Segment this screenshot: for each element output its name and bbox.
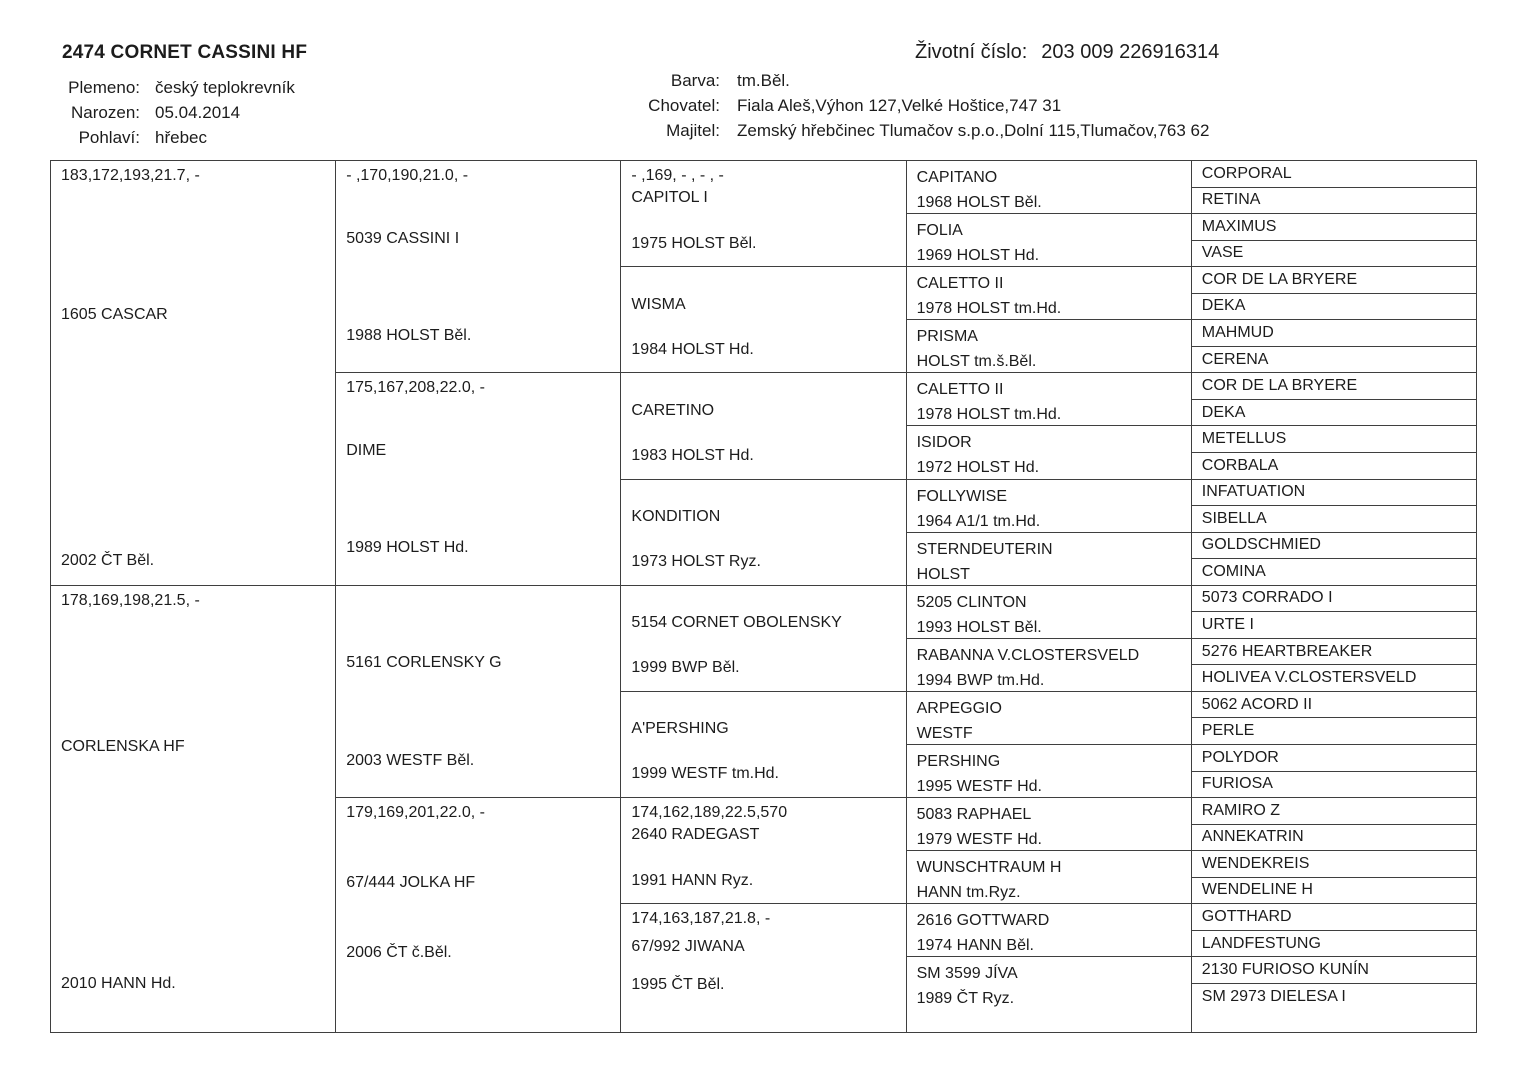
horse-name: 67/444 JOLKA HF [346,873,476,891]
field-value: Fiala Aleš,Výhon 127,Velké Hoštice,747 31 [737,96,1062,115]
pedigree-cell [1192,692,1477,719]
life-number [915,41,1219,64]
horse-registration: 2002 ČT Běl. [61,551,155,569]
pedigree-cell [1192,931,1477,958]
horse-name: RAMIRO Z [1201,801,1281,819]
horse-name: 2616 GOTTWARD [916,912,1050,930]
header-left-fields [55,75,295,150]
pedigree-cell [907,480,1192,533]
horse-name: CALETTO II [916,381,1004,399]
pedigree-cell [907,586,1192,639]
pedigree-cell [1192,718,1477,745]
horse-name: CAPITANO [916,169,998,186]
pedigree-cell [907,320,1192,373]
horse-name: COR DE LA BRYERE [1201,377,1358,395]
life-number-value: 203 009 226916314 [1041,41,1220,63]
pedigree-cell [1192,772,1477,799]
horse-measurements: 183,172,193,21.7, - [61,167,200,184]
pedigree-cell [1192,798,1477,825]
horse-registration: 1988 HOLST Běl. [346,326,472,344]
field-label: Barva: [670,71,720,90]
life-number-label: Životní číslo: [915,41,1028,63]
pedigree-cell [1192,957,1477,984]
pedigree-cell [907,639,1192,692]
horse-measurements: 174,162,189,22.5,570 [631,804,788,822]
horse-name: VASE [1201,244,1244,262]
pedigree-cell [336,161,621,373]
horse-registration: 1978 HOLST tm.Hd. [916,300,1062,318]
horse-name: A'PERSHING [631,720,729,738]
horse-registration: 1989 ČT Ryz. [916,990,1015,1008]
horse-name: ANNEKATRIN [1201,828,1304,846]
horse-measurements: - ,169, - , - , - [631,167,724,184]
horse-registration: HOLST tm.š.Běl. [916,353,1037,371]
pedigree-cell [907,904,1192,957]
pedigree-cell [336,373,621,585]
horse-name: METELLUS [1201,430,1287,448]
pedigree-cell [621,904,906,1033]
pedigree-cell [621,692,906,798]
horse-name: 5205 CLINTON [916,593,1027,611]
horse-registration: 2010 HANN Hd. [61,974,176,992]
pedigree-cell [907,745,1192,798]
horse-name: HOLIVEA V.CLOSTERSVELD [1201,669,1417,687]
pedigree-cell [1192,612,1477,639]
horse-name: COMINA [1201,562,1266,580]
horse-name: 2130 FURIOSO KUNÍN [1201,961,1369,979]
pedigree-cell [1192,453,1477,480]
pedigree-cell [336,798,621,1033]
pedigree-cell [1192,639,1477,666]
horse-measurements: - ,170,190,21.0, - [346,167,469,184]
horse-name: WENDELINE H [1201,881,1313,899]
pedigree-cell [1192,533,1477,560]
horse-registration: 1969 HOLST Hd. [916,247,1040,265]
pedigree-cell [1192,241,1477,268]
horse-registration: 1972 HOLST Hd. [916,459,1040,477]
horse-name: FURIOSA [1201,775,1273,793]
pedigree-cell [907,267,1192,320]
horse-registration: 1968 HOLST Běl. [916,194,1042,211]
field-value: tm.Běl. [737,71,790,90]
horse-name: MAHMUD [1201,324,1274,342]
horse-registration: 1989 HOLST Hd. [346,539,469,557]
pedigree-cell [1192,426,1477,453]
pedigree-cell [1192,373,1477,400]
horse-name: GOLDSCHMIED [1201,536,1321,554]
pedigree-cell [1192,214,1477,241]
pedigree-cell [1192,559,1477,586]
pedigree-cell [1192,400,1477,427]
pedigree-cell [1192,267,1477,294]
horse-name: WENDEKREIS [1201,854,1310,872]
horse-registration: 2006 ČT č.Běl. [346,944,452,962]
horse-name: ISIDOR [916,434,972,452]
horse-registration: 1995 ČT Běl. [631,975,725,993]
pedigree-cell [1192,161,1477,188]
pedigree-cell [1192,904,1477,931]
horse-name: 2640 RADEGAST [631,826,760,844]
horse-registration: 1964 A1/1 tm.Hd. [916,512,1041,530]
horse-name: CORLENSKA HF [61,738,185,756]
horse-name: GOTTHARD [1201,908,1292,926]
pedigree-cell [621,373,906,479]
horse-registration: 1978 HOLST tm.Hd. [916,406,1062,424]
horse-name: KONDITION [631,507,721,525]
horse-name: DEKA [1201,403,1246,421]
pedigree-cell [1192,294,1477,321]
pedigree-cell [907,214,1192,267]
document-title: 2474 CORNET CASSINI HF [62,42,308,63]
horse-registration: 2003 WESTF Běl. [346,751,475,769]
horse-name: CERENA [1201,350,1269,368]
horse-measurements: 174,163,187,21.8, - [631,910,771,928]
pedigree-cell [1192,825,1477,852]
pedigree-cell [907,798,1192,851]
horse-name: CORBALA [1201,456,1279,474]
pedigree-cell [907,692,1192,745]
horse-name: COR DE LA BRYERE [1201,270,1358,288]
field-label: Pohlaví: [78,128,140,147]
horse-name: WUNSCHTRAUM H [916,859,1062,877]
pedigree-cell [907,161,1192,214]
pedigree-cell [1192,878,1477,905]
horse-name: ARPEGGIO [916,699,1002,717]
horse-measurements: 175,167,208,22.0, - [346,379,485,397]
horse-name: CORPORAL [1201,164,1292,182]
field-pohlavi [55,125,295,150]
horse-name: 5154 CORNET OBOLENSKY [631,614,842,632]
horse-registration: HOLST [916,565,970,583]
pedigree-cell [1192,188,1477,215]
horse-registration: 1999 WESTF tm.Hd. [631,765,779,783]
horse-name: PERSHING [916,752,1001,770]
pedigree-cell-dam [51,586,336,1033]
horse-registration: 1999 BWP Běl. [631,659,740,677]
horse-name: STERNDEUTERIN [916,540,1053,558]
horse-name: 1605 CASCAR [61,306,168,324]
field-label: Chovatel: [648,96,720,115]
horse-registration: HANN tm.Ryz. [916,884,1021,902]
horse-name: POLYDOR [1201,748,1279,766]
horse-name: 5276 HEARTBREAKER [1201,642,1373,660]
pedigree-cell [1192,480,1477,507]
horse-registration: 1983 HOLST Hd. [631,446,754,464]
pedigree-cell [1192,320,1477,347]
header-right-fields [520,68,1209,143]
pedigree-cell [621,267,906,373]
horse-name: RABANNA V.CLOSTERSVELD [916,646,1140,664]
field-label: Majitel: [666,121,720,140]
horse-registration: 1995 WESTF Hd. [916,777,1042,795]
pedigree-cell [621,480,906,586]
field-barva [520,68,1209,93]
horse-name: FOLLYWISE [916,487,1007,505]
horse-name: RETINA [1201,191,1261,209]
pedigree-cell-sire [51,161,336,586]
horse-registration: WESTF [916,724,973,742]
pedigree-cell [1192,586,1477,613]
horse-name: 5062 ACORD II [1201,695,1313,713]
pedigree-cell [1192,506,1477,533]
horse-registration: 1993 HOLST Běl. [916,618,1042,636]
field-majitel [520,118,1209,143]
field-value: Zemský hřebčinec Tlumačov s.p.o.,Dolní 115,Tlumačov,763 62 [737,121,1210,140]
horse-registration: 1991 HANN Ryz. [631,871,754,889]
pedigree-cell [1192,665,1477,692]
pedigree-cell [1192,851,1477,878]
horse-registration: 1974 HANN Běl. [916,937,1034,955]
horse-registration: 1975 HOLST Běl. [631,234,757,252]
horse-registration: 1979 WESTF Hd. [916,831,1042,849]
horse-name: 5161 CORLENSKY G [346,654,502,672]
horse-name: URTE I [1201,616,1254,634]
field-narozen [55,100,295,125]
field-value: český teplokrevník [155,78,295,97]
horse-name: FOLIA [916,222,963,240]
field-value: hřebec [155,128,207,147]
horse-name: 67/992 JIWANA [631,938,745,956]
pedigree-cell [1192,745,1477,772]
horse-name: LANDFESTUNG [1201,934,1321,952]
field-chovatel [520,93,1209,118]
pedigree-cell [621,798,906,904]
horse-registration: 1984 HOLST Hd. [631,340,754,358]
field-value: 05.04.2014 [155,103,241,122]
horse-name: CALETTO II [916,275,1004,293]
horse-name: SM 3599 JÍVA [916,965,1018,983]
pedigree-cell [907,373,1192,426]
field-label: Plemeno: [68,78,140,97]
pedigree-cell [907,426,1192,479]
pedigree-cell [907,851,1192,904]
pedigree-cell [336,586,621,798]
horse-name: WISMA [631,295,686,313]
horse-measurements: 178,169,198,21.5, - [61,591,200,609]
horse-name: INFATUATION [1201,483,1306,501]
horse-name: PRISMA [916,328,978,346]
horse-registration: 1973 HOLST Ryz. [631,553,761,571]
horse-measurements: 179,169,201,22.0, - [346,804,485,822]
horse-name: SM 2973 DIELESA I [1201,987,1346,1005]
horse-name: 5083 RAPHAEL [916,806,1032,824]
horse-name: 5073 CORRADO I [1201,589,1333,607]
field-plemeno [55,75,295,100]
pedigree-cell [1192,984,1477,1033]
horse-name: DEKA [1201,297,1246,315]
horse-name: DIME [346,441,387,459]
pedigree-cell [1192,347,1477,374]
pedigree-cell [907,533,1192,586]
horse-name: 5039 CASSINI I [346,229,460,247]
horse-name: CARETINO [631,401,715,419]
horse-name: MAXIMUS [1201,217,1277,235]
pedigree-table [50,160,1477,1033]
horse-registration: 1994 BWP tm.Hd. [916,671,1045,689]
horse-name: PERLE [1201,722,1255,740]
horse-name: SIBELLA [1201,509,1267,527]
pedigree-cell [621,161,906,267]
pedigree-cell [907,957,1192,1033]
horse-name: CAPITOL I [631,189,708,207]
pedigree-cell [621,586,906,692]
field-label: Narozen: [71,103,140,122]
